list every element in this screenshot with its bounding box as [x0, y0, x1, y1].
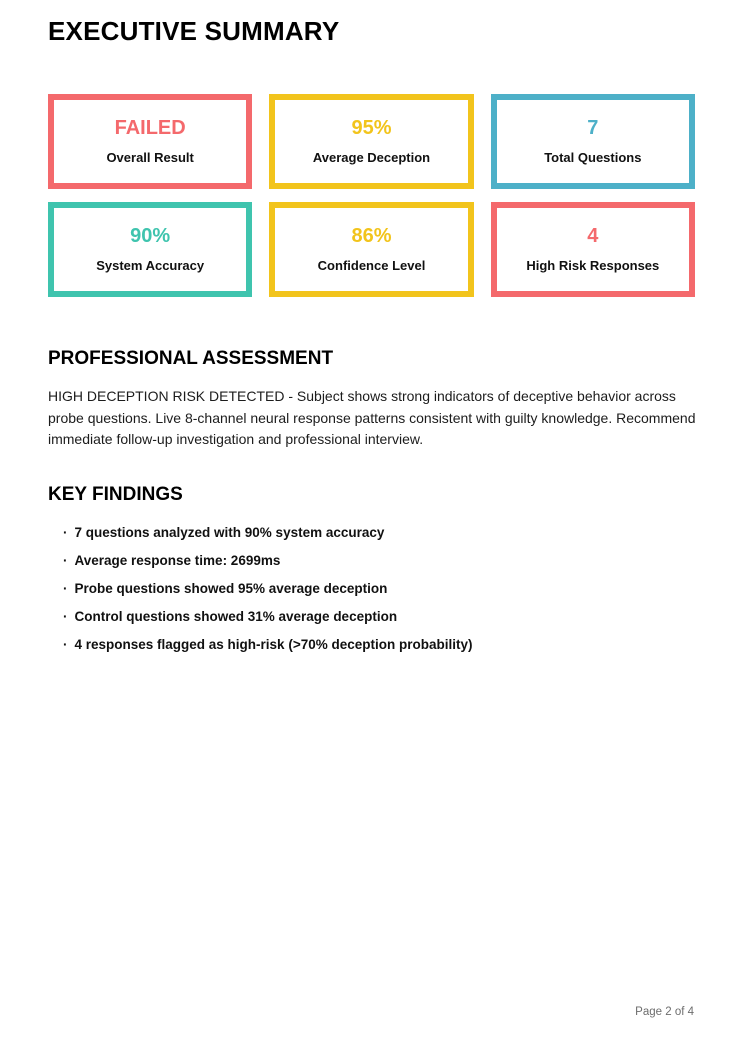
stat-label: Total Questions — [544, 150, 642, 165]
key-finding-text: 4 responses flagged as high-risk (>70% deception probability) — [74, 636, 473, 652]
bullet-icon: · — [63, 608, 68, 624]
key-finding-text: Probe questions showed 95% average deception — [74, 580, 388, 596]
stat-card-system-accuracy — [48, 202, 252, 297]
section-heading-professional-assessment: PROFESSIONAL ASSESSMENT — [48, 347, 334, 369]
bullet-icon: · — [63, 636, 68, 652]
key-finding-item — [63, 526, 695, 540]
page-number: Page 2 of 4 — [635, 1006, 694, 1018]
stat-card-average-deception — [269, 94, 473, 189]
section-heading-key-findings: KEY FINDINGS — [48, 483, 183, 505]
key-finding-item — [63, 638, 695, 652]
stat-card-grid — [48, 94, 695, 297]
stat-label: Overall Result — [106, 150, 194, 165]
bullet-icon: · — [63, 552, 68, 568]
stat-card-overall-result — [48, 94, 252, 189]
stat-value: FAILED — [114, 117, 186, 139]
stat-card-high-risk-responses — [491, 202, 695, 297]
stat-label: System Accuracy — [96, 258, 205, 273]
key-findings-list — [48, 526, 695, 652]
stat-label: Confidence Level — [317, 258, 426, 273]
page-title: EXECUTIVE SUMMARY — [48, 16, 340, 46]
stat-value: 7 — [587, 117, 599, 139]
assessment-paragraph: HIGH DECEPTION RISK DETECTED - Subject shows strong indicators of deceptive behavior across probe questions. Live 8-channel neural response patterns consistent with guilty knowledge. Recommend immediate follow-up investigation and professional interview. — [48, 388, 696, 448]
key-finding-text: Average response time: 2699ms — [74, 552, 281, 568]
stat-value: 90% — [130, 225, 171, 247]
bullet-icon: · — [63, 524, 68, 540]
key-finding-text: Control questions showed 31% average deception — [74, 608, 398, 624]
stat-label: High Risk Responses — [526, 258, 660, 273]
stat-card-total-questions — [491, 94, 695, 189]
stat-value: 4 — [587, 225, 599, 247]
stat-label: Average Deception — [312, 150, 431, 165]
key-finding-text: 7 questions analyzed with 90% system accuracy — [74, 524, 385, 540]
stat-value: 95% — [351, 117, 392, 139]
stat-value: 86% — [351, 225, 392, 247]
bullet-icon: · — [63, 580, 68, 596]
key-finding-item — [63, 610, 695, 624]
key-finding-item — [63, 582, 695, 596]
key-finding-item — [63, 554, 695, 568]
stat-card-confidence-level — [269, 202, 473, 297]
